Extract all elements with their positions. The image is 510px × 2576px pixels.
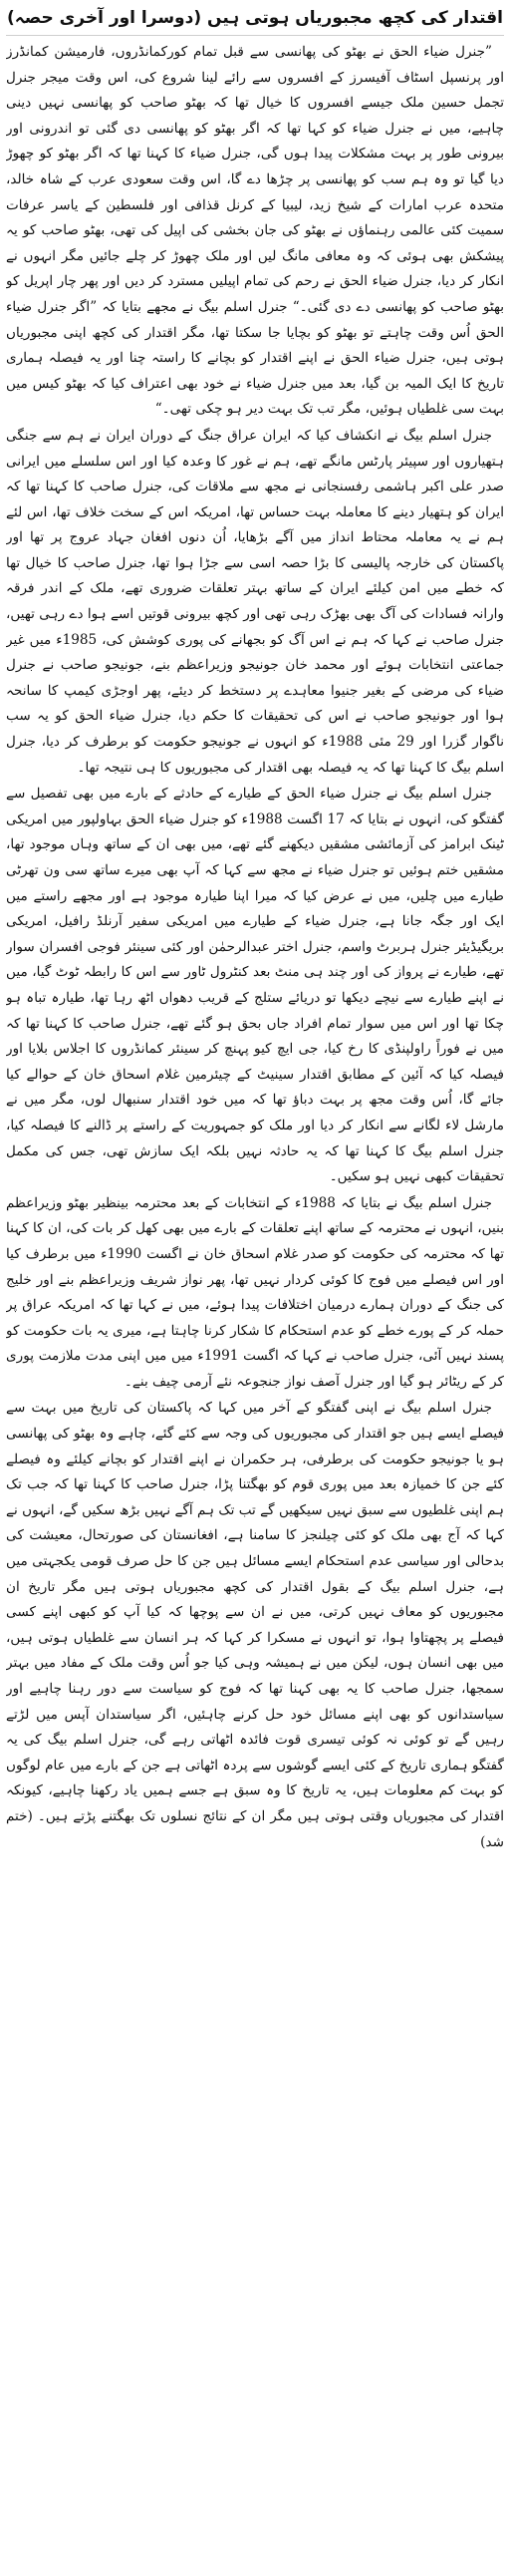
- article-paragraph: جنرل اسلم بیگ نے جنرل ضیاء الحق کے طیارے کے حادثے کے بارے میں بھی تفصیل سے گفتگو کی، انہوں نے بتایا کہ 17 اگست 1988ء کو جنرل ضیاء الحق بہاولپور میں امریکی ٹینک ابرامز کی آزمائشی مشقیں دیکھنے گئے تھے، میں بھی ان کے ساتھ وہاں موجود تھا، مشقیں ختم ہوئیں تو جنرل ضیاء نے مجھ سے کہا کہ آپ بھی میرے ساتھ سی ون تھرٹی طیارے میں چلیں، میں نے عرض کیا کہ میرا اپنا طیارہ موجود ہے اور مجھے راستے میں ایک اور جگہ جانا ہے، جنرل ضیاء کے طیارے میں امریکی سفیر آرنلڈ رافیل، امریکی بریگیڈیئر جنرل ہربرٹ واسم، جنرل اختر عبدالرحمٰن اور کئی سینئر فوجی افسران سوار تھے، طیارے نے پرواز کی اور چند ہی منٹ بعد کنٹرول ٹاور سے اس کا رابطہ ٹوٹ گیا، میں نے اپنے طیارے سے نیچے دیکھا تو دریائے ستلج کے قریب دھواں اٹھ رہا تھا، طیارہ تباہ ہو چکا تھا اور اس میں سوار تمام افراد جاں بحق ہو گئے تھے، جنرل صاحب کا کہنا تھا کہ میں نے فوراً راولپنڈی کا رخ کیا، جی ایچ کیو پہنچ کر سینئر کمانڈروں کا اجلاس بلایا اور فیصلہ کیا کہ آئین کے مطابق اقتدار سینیٹ کے چیئرمین غلام اسحاق خان کے حوالے کیا جائے گا، اُس وقت مجھ پر بہت دباؤ تھا کہ میں خود اقتدار سنبھال لوں، مگر میں نے مارشل لاء لگانے سے انکار کر دیا اور ملک کو جمہوریت کے راستے پر ڈالنے کا فیصلہ کیا، جنرل اسلم بیگ کا کہنا تھا کہ یہ حادثہ نہیں بلکہ ایک سازش تھی، جس کی مکمل تحقیقات کبھی نہیں ہو سکیں۔: [6, 786, 504, 1185]
- article-title: اقتدار کی کچھ مجبوریاں ہوتی ہیں (دوسرا اور آخری حصہ): [6, 6, 504, 36]
- article-paragraph: جنرل اسلم بیگ نے انکشاف کیا کہ ایران عراق جنگ کے دوران ایران نے ہم سے جنگی ہتھیاروں اور سپیئر پارٹس مانگے تھے، ہم نے غور کا وعدہ کیا اور اس سلسلے میں ایرانی صدر علی اکبر ہاشمی رفسنجانی نے مجھ سے ملاقات کی، جنرل صاحب کا کہنا تھا کہ ایران کو ہتھیار دینے کا معاملہ بہت حساس تھا، امریکہ اس کے سخت خلاف تھا، اس لئے ہم نے یہ معاملہ محتاط انداز میں آگے بڑھایا، اُن دنوں افغان جہاد عروج پر تھا اور پاکستان کی خارجہ پالیسی کا بڑا حصہ اسی سے جڑا ہوا تھا، جنرل صاحب کا خیال تھا کہ خطے میں امن کیلئے ایران کے ساتھ بہتر تعلقات ضروری تھے، ملک کے اندر فرقہ وارانہ فسادات کی آگ بھی بھڑک رہی تھی اور کچھ بیرونی قوتیں اسے ہوا دے رہی تھیں، جنرل صاحب نے کہا کہ ہم نے اس آگ کو بجھانے کی پوری کوشش کی، 1985ء میں غیر جماعتی انتخابات ہوئے اور محمد خان جونیجو وزیراعظم بنے، جونیجو صاحب نے جنرل ضیاء کی مرضی کے بغیر جنیوا معاہدے پر دستخط کر دیئے، پھر اوجڑی کیمپ کا سانحہ ہوا اور جونیجو صاحب نے اس کی تحقیقات کا حکم دیا، جنرل ضیاء الحق کو یہ سب ناگوار گزرا اور 29 مئی 1988ء کو انہوں نے جونیجو حکومت کو برطرف کر دیا، جنرل اسلم بیگ کا کہنا تھا کہ یہ فیصلہ بھی اقتدار کی مجبوریوں کا ہی نتیجہ تھا۔: [6, 427, 504, 776]
- article-paragraph: ”جنرل ضیاء الحق نے بھٹو کی پھانسی سے قبل تمام کورکمانڈروں، فارمیشن کمانڈرز اور پرنسپل اسٹاف آفیسرز کے افسروں سے رائے لینا شروع کی، اس وقت میجر جنرل تجمل حسین ملک جیسے افسروں کا خیال تھا کہ بھٹو صاحب کو پھانسی نہیں دینی چاہیے، میں نے جنرل ضیاء کو کہا تھا کہ اگر بھٹو کو پھانسی دی گئی تو اندرونی اور بیرونی طور پر بہت مشکلات پیدا ہوں گی، جنرل ضیاء کا کہنا تھا کہ اگر بھٹو کو چھوڑ دیا گیا تو وہ ہم سب کو پھانسی پر چڑھا دے گا، اس وقت سعودی عرب کے شاہ خالد، متحدہ عرب امارات کے شیخ زید، لیبیا کے کرنل قذافی اور فلسطین کے یاسر عرفات سمیت کئی عالمی رہنماؤں نے بھٹو کی جان بخشی کی اپیل کی تھی، بھٹو صاحب کو یہ پیشکش بھی ہوئی کہ وہ معافی مانگ لیں اور ملک چھوڑ کر چلے جائیں مگر انہوں نے انکار کر دیا، جنرل ضیاء الحق نے رحم کی تمام اپیلیں مسترد کر دیں اور پھر چار اپریل کو بھٹو صاحب کو پھانسی دے دی گئی۔“ جنرل اسلم بیگ نے مجھے بتایا کہ ”اگر جنرل ضیاء الحق اُس وقت چاہتے تو بھٹو کو بچایا جا سکتا تھا، مگر اقتدار کی کچھ اپنی مجبوریاں ہوتی ہیں، جنرل ضیاء الحق نے اپنے اقتدار کو بچانے کا راستہ چنا اور یہ فیصلہ ہماری تاریخ کا ایک المیہ بن گیا، بعد میں جنرل ضیاء نے خود بھی اعتراف کیا کہ بھٹو کیس میں بہت سی غلطیاں ہوئیں، مگر تب تک بہت دیر ہو چکی تھی۔“: [6, 44, 504, 418]
- article-paragraph: جنرل اسلم بیگ نے بتایا کہ 1988ء کے انتخابات کے بعد محترمہ بینظیر بھٹو وزیراعظم بنیں، انہوں نے محترمہ کے ساتھ اپنے تعلقات کے بارے میں بھی کھل کر بات کی، ان کا کہنا تھا کہ محترمہ کی حکومت کو صدر غلام اسحاق خان نے اگست 1990ء میں برطرف کیا اور اس فیصلے میں فوج کا کوئی کردار نہیں تھا، پھر نواز شریف وزیراعظم بنے اور خلیج کی جنگ کے دوران ہمارے درمیان اختلافات پیدا ہوئے، میں نے کہا تھا کہ امریکہ عراق پر حملہ کر کے پورے خطے کو عدم استحکام کا شکار کرنا چاہتا ہے، میری یہ بات حکومت کو پسند نہیں آئی، جنرل صاحب نے کہا کہ اگست 1991ء میں میں اپنی مدت ملازمت پوری کر کے ریٹائر ہو گیا اور جنرل آصف نواز جنجوعہ نئے آرمی چیف بنے۔: [6, 1194, 504, 1390]
- article-paragraph: جنرل اسلم بیگ نے اپنی گفتگو کے آخر میں کہا کہ پاکستان کی تاریخ میں بہت سے فیصلے ایسے ہیں جو اقتدار کی مجبوریوں کی وجہ سے کئے گئے، چاہے وہ بھٹو کی پھانسی ہو یا جونیجو حکومت کی برطرفی، ہر حکمران نے اپنے اقتدار کو بچانے کیلئے وہ فیصلے کئے جن کا خمیازہ بعد میں پوری قوم کو بھگتنا پڑا، جنرل صاحب کا کہنا تھا کہ جب تک ہم اپنی غلطیوں سے سبق نہیں سیکھیں گے تب تک ہم آگے نہیں بڑھ سکیں گے، انہوں نے کہا کہ آج بھی ملک کو کئی چیلنجز کا سامنا ہے، افغانستان کی صورتحال، معیشت کی بدحالی اور سیاسی عدم استحکام ایسے مسائل ہیں جن کا حل صرف قومی یکجہتی میں ہے، جنرل اسلم بیگ کے بقول اقتدار کی کچھ مجبوریاں ہوتی ہیں مگر تاریخ ان مجبوریوں کو معاف نہیں کرتی، میں نے ان سے پوچھا کہ کیا آپ کو کبھی اپنے کسی فیصلے پر پچھتاوا ہوا، تو انہوں نے مسکرا کر کہا کہ ہر انسان سے غلطیاں ہوتی ہیں، میں بھی انسان ہوں، لیکن میں نے ہمیشہ وہی کیا جو اُس وقت ملک کے مفاد میں بہتر سمجھا، جنرل صاحب کا یہ بھی کہنا تھا کہ فوج کو سیاست سے دور رہنا چاہیے اور سیاستدانوں کو بھی اپنے مسائل خود حل کرنے چاہئیں، اگر سیاستدان آپس میں لڑتے رہیں گے تو کوئی نہ کوئی تیسری قوت فائدہ اٹھاتی رہے گی، جنرل اسلم بیگ کی یہ گفتگو ہماری تاریخ کے کئی ایسے گوشوں سے پردہ اٹھاتی ہے جن کے بارے میں عام لوگوں کو بہت کم معلومات ہیں، یہ تاریخ کا وہ سبق ہے جسے ہمیں یاد رکھنا چاہیے، کیونکہ اقتدار کی مجبوریاں وقتی ہوتی ہیں مگر ان کے نتائج نسلوں تک بھگتنے پڑتے ہیں۔ (ختم شد): [6, 1400, 504, 1850]
- article-body: [6, 36, 504, 2572]
